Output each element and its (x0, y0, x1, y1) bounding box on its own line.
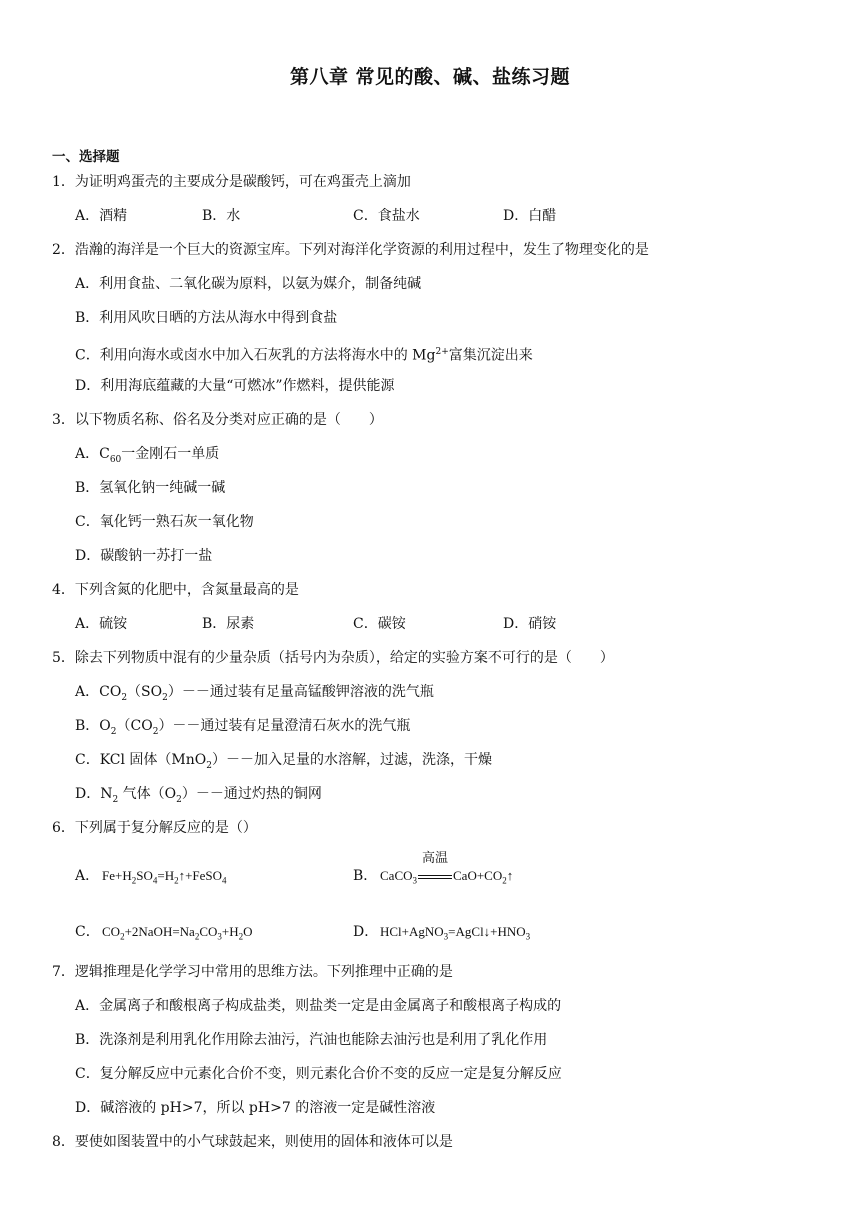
subscript: 3 (412, 875, 417, 886)
eq-part: CaCO (380, 868, 413, 883)
eq-part: Fe+H (102, 868, 132, 883)
section-heading: 一、选择题 (52, 149, 120, 165)
q6-option-d-equation (380, 922, 530, 947)
subscript: 2 (176, 794, 182, 805)
eq-part: CO (199, 924, 218, 939)
q6-option-c-label: C． (75, 924, 100, 940)
q3-option-a-text: 一金刚石一单质 (121, 446, 220, 462)
eq-part: SO (136, 868, 153, 883)
subscript: 2 (112, 794, 119, 805)
eq-part: ↑ (506, 868, 514, 883)
q6-option-b-label: B． (353, 868, 378, 884)
q4-option-c: C．碳铵 (353, 616, 406, 632)
q2-option-c (75, 342, 533, 366)
text: C．KCl 固体（MnO (75, 752, 207, 768)
text: D．N (75, 786, 113, 802)
eq-part: +H (221, 924, 239, 939)
text: （SO (127, 684, 163, 700)
eq-part: =H (157, 868, 175, 883)
text: A．CO (75, 684, 122, 700)
q6-option-d-label: D． (353, 924, 379, 940)
question-6-stem: 6．下列属于复分解反应的是（） (52, 820, 257, 836)
subscript: 2 (110, 726, 117, 737)
q2-option-c-text: C．利用向海水或卤水中加入石灰乳的方法将海水中的 Mg (75, 347, 436, 364)
condition-label: 高温 (421, 851, 448, 866)
subscript: 3 (525, 931, 531, 942)
question-5-stem: 5．除去下列物质中混有的少量杂质（括号内为杂质），给定的实验方案不可行的是（ ） (52, 650, 614, 666)
text: ）－－通过灼热的铜网 (181, 786, 322, 802)
q1-option-c: C．食盐水 (353, 208, 420, 224)
q7-option-c: C．复分解反应中元素化合价不变，则元素化合价不变的反应一定是复分解反应 (75, 1066, 562, 1082)
q1-option-a: A．酒精 (75, 208, 128, 224)
subscript: 2 (174, 875, 179, 886)
subscript: 2 (206, 760, 212, 771)
q1-option-d: D．白醋 (503, 208, 557, 224)
q7-option-d: D．碱溶液的 pH>7，所以 pH>7 的溶液一定是碱性溶液 (75, 1100, 436, 1116)
reaction-condition (417, 851, 453, 886)
q6-option-c-equation (102, 922, 253, 947)
equals-bars (418, 875, 452, 879)
q2-option-d: D．利用海底蕴藏的大量“可燃冰”作燃料，提供能源 (75, 378, 395, 394)
q4-option-d: D．硝铵 (503, 616, 557, 632)
subscript: 2 (152, 726, 159, 737)
subscript: 60 (109, 454, 122, 465)
page-title: 第八章 常见的酸、碱、盐练习题 (289, 66, 571, 88)
q2-option-b: B．利用风吹日晒的方法从海水中得到食盐 (75, 310, 338, 326)
text: ）－－通过装有足量澄清石灰水的洗气瓶 (158, 718, 411, 734)
subscript: 2 (121, 692, 128, 703)
subscript: 4 (222, 875, 227, 886)
question-3-stem: 3．以下物质名称、俗名及分类对应正确的是（ ） (52, 412, 383, 428)
q1-option-b: B．水 (202, 208, 241, 224)
q3-option-a (75, 444, 219, 470)
q3-option-d: D．碳酸钠一苏打一盐 (75, 548, 213, 564)
eq-part: O (243, 924, 253, 939)
q3-option-a-label: A．C (75, 446, 110, 462)
superscript: 2+ (435, 347, 449, 357)
eq-part: ↑+FeSO (178, 868, 223, 883)
subscript: 3 (217, 931, 222, 942)
q6-option-b-equation (380, 851, 514, 891)
eq-part: CaO+CO (453, 868, 503, 883)
q2-option-a: A．利用食盐、二氧化碳为原料，以氨为媒介，制备纯碱 (75, 276, 422, 292)
text: ）－－通过装有足量高锰酸钾溶液的洗气瓶 (167, 684, 434, 700)
q2-option-c-text-end: 富集沉淀出来 (448, 347, 533, 364)
question-1-stem: 1．为证明鸡蛋壳的主要成分是碳酸钙，可在鸡蛋壳上滴加 (52, 174, 411, 190)
q4-option-a: A．硫铵 (75, 616, 128, 632)
subscript: 2 (502, 875, 507, 886)
eq-part: +2NaOH=Na (124, 924, 195, 939)
text: ）－－加入足量的水溶解，过滤，洗涤，干燥 (212, 752, 492, 768)
subscript: 4 (152, 875, 158, 886)
q7-option-a: A．金属离子和酸根离子构成盐类，则盐类一定是由金属离子和酸根离子构成的 (75, 998, 562, 1014)
eq-part: CO (102, 924, 121, 939)
q7-option-b: B．洗涤剂是利用乳化作用除去油污，汽油也能除去油污也是利用了乳化作用 (75, 1032, 548, 1048)
q6-option-a-label: A． (75, 868, 100, 884)
subscript: 2 (120, 931, 125, 942)
text: 气体（O (118, 786, 177, 802)
q5-option-b (75, 716, 410, 742)
question-8-stem: 8．要使如图装置中的小气球鼓起来，则使用的固体和液体可以是 (52, 1134, 453, 1150)
q6-option-a-equation (102, 866, 227, 891)
subscript: 2 (131, 875, 137, 886)
q3-option-c: C．氧化钙一熟石灰一氧化物 (75, 514, 254, 530)
text: （CO (116, 718, 153, 734)
q3-option-b: B．氢氧化钠一纯碱一碱 (75, 480, 226, 496)
question-2-stem: 2．浩瀚的海洋是一个巨大的资源宝库。下列对海洋化学资源的利用过程中，发生了物理变化的是 (52, 242, 649, 258)
subscript: 2 (194, 931, 200, 942)
subscript: 2 (162, 692, 168, 703)
subscript: 3 (443, 931, 449, 942)
question-4-stem: 4．下列含氮的化肥中，含氮量最高的是 (52, 582, 299, 598)
eq-part: =AgCl↓+HNO (448, 924, 526, 939)
text: B．O (75, 718, 111, 734)
q4-option-b: B．尿素 (202, 616, 255, 632)
q5-option-c (75, 750, 492, 776)
q5-option-a (75, 682, 434, 708)
subscript: 2 (238, 931, 244, 942)
question-7-stem: 7．逻辑推理是化学学习中常用的思维方法。下列推理中正确的是 (52, 964, 453, 980)
q5-option-d (75, 784, 322, 810)
eq-part: HCl+AgNO (380, 924, 444, 939)
